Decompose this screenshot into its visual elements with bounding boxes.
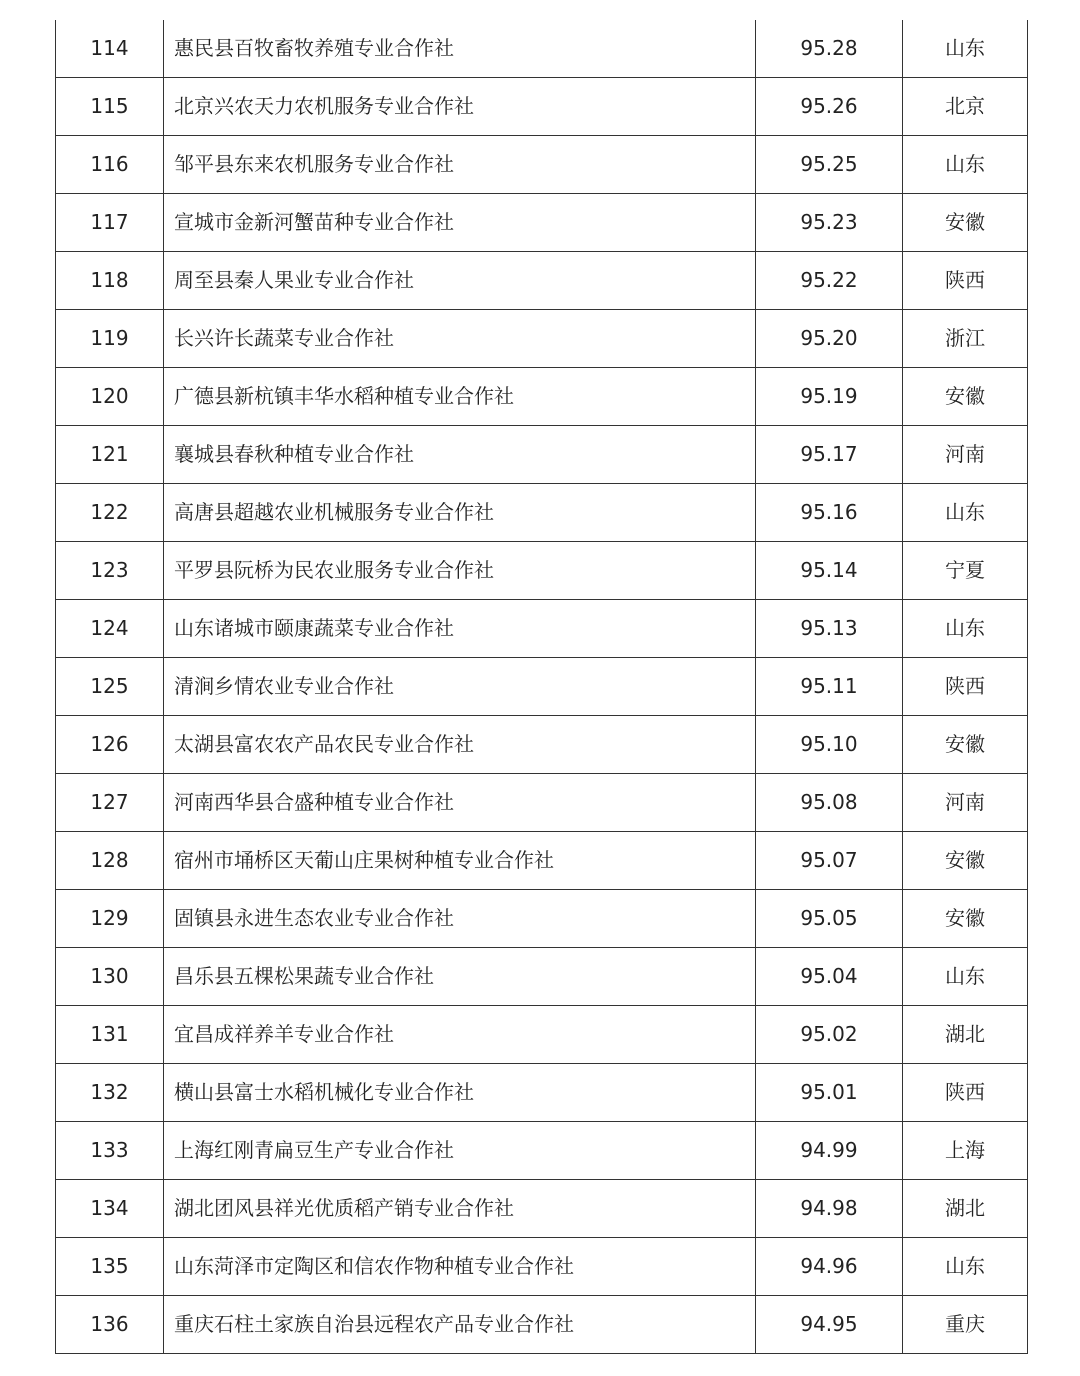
table-row [56, 948, 1028, 1006]
score-cell: 95.07 [756, 832, 903, 890]
province-cell: 北京 [903, 78, 1028, 136]
cooperative-name-cell: 山东诸城市颐康蔬菜专业合作社 [164, 600, 756, 658]
cooperative-name-cell: 宿州市埇桥区天葡山庄果树种植专业合作社 [164, 832, 756, 890]
province-cell: 山东 [903, 20, 1028, 78]
cooperative-name-cell: 清涧乡情农业专业合作社 [164, 658, 756, 716]
cooperative-name-cell: 北京兴农天力农机服务专业合作社 [164, 78, 756, 136]
cooperative-ranking-table [55, 20, 1028, 1354]
cooperative-name-cell: 横山县富士水稻机械化专业合作社 [164, 1064, 756, 1122]
rank-cell: 130 [56, 948, 164, 1006]
score-cell: 95.02 [756, 1006, 903, 1064]
score-cell: 95.20 [756, 310, 903, 368]
table-row [56, 78, 1028, 136]
cooperative-name-cell: 上海红刚青扁豆生产专业合作社 [164, 1122, 756, 1180]
score-cell: 95.10 [756, 716, 903, 774]
rank-cell: 129 [56, 890, 164, 948]
table-body [56, 20, 1028, 1354]
province-cell: 山东 [903, 948, 1028, 1006]
rank-cell: 125 [56, 658, 164, 716]
score-cell: 95.11 [756, 658, 903, 716]
cooperative-name-cell: 宣城市金新河蟹苗种专业合作社 [164, 194, 756, 252]
score-cell: 94.96 [756, 1238, 903, 1296]
table-row [56, 368, 1028, 426]
rank-cell: 135 [56, 1238, 164, 1296]
table-row [56, 1296, 1028, 1354]
table-row [56, 1122, 1028, 1180]
table-row [56, 716, 1028, 774]
score-cell: 95.19 [756, 368, 903, 426]
table-row [56, 484, 1028, 542]
cooperative-name-cell: 山东菏泽市定陶区和信农作物种植专业合作社 [164, 1238, 756, 1296]
rank-cell: 116 [56, 136, 164, 194]
cooperative-name-cell: 昌乐县五棵松果蔬专业合作社 [164, 948, 756, 1006]
cooperative-name-cell: 湖北团风县祥光优质稻产销专业合作社 [164, 1180, 756, 1238]
rank-cell: 128 [56, 832, 164, 890]
score-cell: 95.04 [756, 948, 903, 1006]
table-row [56, 600, 1028, 658]
cooperative-name-cell: 周至县秦人果业专业合作社 [164, 252, 756, 310]
table-row [56, 832, 1028, 890]
score-cell: 95.22 [756, 252, 903, 310]
cooperative-name-cell: 太湖县富农农产品农民专业合作社 [164, 716, 756, 774]
score-cell: 95.23 [756, 194, 903, 252]
score-cell: 95.05 [756, 890, 903, 948]
rank-cell: 134 [56, 1180, 164, 1238]
rank-cell: 124 [56, 600, 164, 658]
province-cell: 重庆 [903, 1296, 1028, 1354]
province-cell: 宁夏 [903, 542, 1028, 600]
table-row [56, 658, 1028, 716]
rank-cell: 133 [56, 1122, 164, 1180]
rank-cell: 119 [56, 310, 164, 368]
cooperative-name-cell: 固镇县永进生态农业专业合作社 [164, 890, 756, 948]
table-row [56, 1238, 1028, 1296]
score-cell: 95.16 [756, 484, 903, 542]
table-row [56, 136, 1028, 194]
cooperative-name-cell: 平罗县阮桥为民农业服务专业合作社 [164, 542, 756, 600]
table-row [56, 542, 1028, 600]
province-cell: 河南 [903, 426, 1028, 484]
rank-cell: 115 [56, 78, 164, 136]
province-cell: 湖北 [903, 1180, 1028, 1238]
province-cell: 陕西 [903, 658, 1028, 716]
rank-cell: 136 [56, 1296, 164, 1354]
table-row [56, 194, 1028, 252]
score-cell: 95.26 [756, 78, 903, 136]
rank-cell: 121 [56, 426, 164, 484]
cooperative-name-cell: 广德县新杭镇丰华水稻种植专业合作社 [164, 368, 756, 426]
table-row [56, 252, 1028, 310]
province-cell: 安徽 [903, 716, 1028, 774]
province-cell: 湖北 [903, 1006, 1028, 1064]
province-cell: 河南 [903, 774, 1028, 832]
table-row [56, 1180, 1028, 1238]
table-row [56, 1006, 1028, 1064]
province-cell: 山东 [903, 136, 1028, 194]
province-cell: 陕西 [903, 252, 1028, 310]
cooperative-name-cell: 襄城县春秋种植专业合作社 [164, 426, 756, 484]
table-row [56, 1064, 1028, 1122]
rank-cell: 120 [56, 368, 164, 426]
rank-cell: 122 [56, 484, 164, 542]
province-cell: 安徽 [903, 368, 1028, 426]
score-cell: 95.28 [756, 20, 903, 78]
score-cell: 95.13 [756, 600, 903, 658]
score-cell: 95.01 [756, 1064, 903, 1122]
score-cell: 95.17 [756, 426, 903, 484]
score-cell: 94.98 [756, 1180, 903, 1238]
cooperative-name-cell: 邹平县东来农机服务专业合作社 [164, 136, 756, 194]
table-row [56, 20, 1028, 78]
rank-cell: 131 [56, 1006, 164, 1064]
province-cell: 安徽 [903, 832, 1028, 890]
cooperative-name-cell: 高唐县超越农业机械服务专业合作社 [164, 484, 756, 542]
province-cell: 安徽 [903, 194, 1028, 252]
province-cell: 浙江 [903, 310, 1028, 368]
cooperative-name-cell: 宜昌成祥养羊专业合作社 [164, 1006, 756, 1064]
rank-cell: 114 [56, 20, 164, 78]
rank-cell: 118 [56, 252, 164, 310]
table-row [56, 890, 1028, 948]
table-row [56, 774, 1028, 832]
table-row [56, 426, 1028, 484]
rank-cell: 127 [56, 774, 164, 832]
score-cell: 95.08 [756, 774, 903, 832]
province-cell: 陕西 [903, 1064, 1028, 1122]
province-cell: 安徽 [903, 890, 1028, 948]
cooperative-name-cell: 长兴许长蔬菜专业合作社 [164, 310, 756, 368]
rank-cell: 126 [56, 716, 164, 774]
rank-cell: 117 [56, 194, 164, 252]
rank-cell: 123 [56, 542, 164, 600]
cooperative-name-cell: 惠民县百牧畜牧养殖专业合作社 [164, 20, 756, 78]
cooperative-name-cell: 重庆石柱土家族自治县远程农产品专业合作社 [164, 1296, 756, 1354]
score-cell: 94.95 [756, 1296, 903, 1354]
rank-cell: 132 [56, 1064, 164, 1122]
province-cell: 上海 [903, 1122, 1028, 1180]
province-cell: 山东 [903, 600, 1028, 658]
province-cell: 山东 [903, 484, 1028, 542]
table-row [56, 310, 1028, 368]
score-cell: 95.14 [756, 542, 903, 600]
province-cell: 山东 [903, 1238, 1028, 1296]
ranking-table-container [55, 20, 1027, 1354]
cooperative-name-cell: 河南西华县合盛种植专业合作社 [164, 774, 756, 832]
score-cell: 95.25 [756, 136, 903, 194]
score-cell: 94.99 [756, 1122, 903, 1180]
